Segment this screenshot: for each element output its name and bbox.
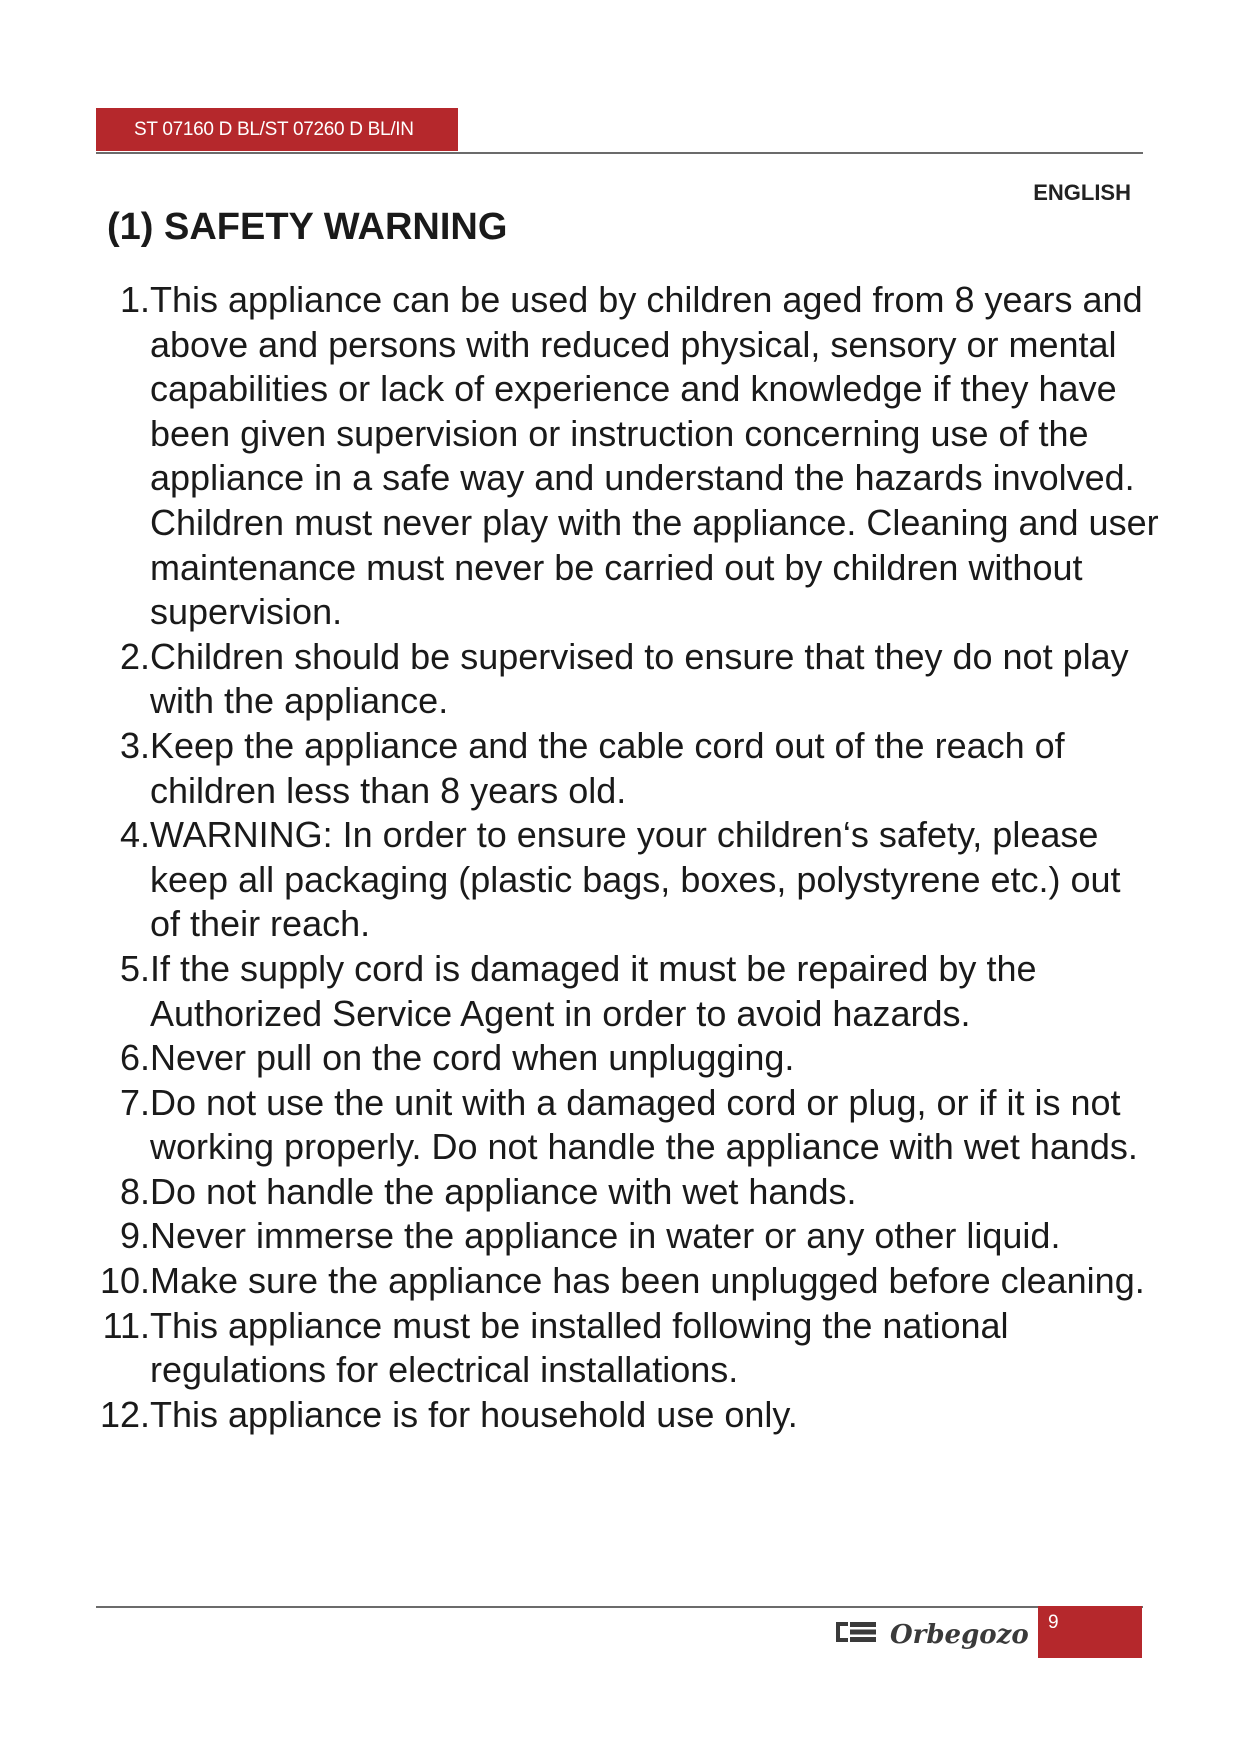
- list-item: [80, 1304, 1160, 1393]
- list-item: [80, 635, 1160, 724]
- svg-text:Orbegozo: Orbegozo: [890, 1620, 1029, 1650]
- model-label: ST 07160 D BL/ST 07260 D BL/IN: [134, 119, 414, 140]
- item-text: Never immerse the appliance in water or any other liquid.: [150, 1215, 1061, 1257]
- list-item: [80, 278, 1160, 635]
- item-text: Do not use the unit with a damaged cord or plug, or if it is not working properly. Do not handle the appliance with wet hands.: [150, 1081, 1138, 1168]
- item-text: Do not handle the appliance with wet hands.: [150, 1170, 857, 1212]
- list-item: [80, 813, 1160, 947]
- item-text: This appliance is for household use only.: [150, 1393, 798, 1435]
- model-header-tab: [96, 108, 458, 151]
- list-item: [80, 1214, 1160, 1259]
- item-number: 12.: [99, 1393, 150, 1435]
- item-number: 1.: [119, 279, 150, 320]
- item-number: 4.: [119, 814, 150, 856]
- footer-divider: [96, 1606, 1143, 1608]
- page-number-box: [1038, 1606, 1142, 1658]
- list-item: [80, 1036, 1160, 1081]
- safety-warning-list: [80, 278, 1160, 1437]
- item-number: 8.: [119, 1170, 150, 1212]
- item-number: 2.: [119, 635, 150, 677]
- language-label: ENGLISH: [1033, 180, 1131, 205]
- item-text: Never pull on the cord when unplugging.: [150, 1037, 795, 1079]
- item-text: This appliance can be used by children aged from 8 years and above and persons with reduced physical, sensory or mental capabilities or lack of experience and knowledge if they have been given supervision or instruction concerning use of the appliance in a safe way and understand the hazards involved. Children must never play with the appliance. Cleaning and user maintenance must never be carried out by children without supervision.: [150, 279, 1159, 633]
- item-number: 6.: [119, 1037, 150, 1079]
- item-number: 11.: [102, 1304, 150, 1346]
- list-item: [80, 724, 1160, 813]
- item-number: 3.: [119, 724, 150, 766]
- orbegozo-logo: [836, 1614, 1030, 1650]
- item-number: 9.: [119, 1215, 150, 1257]
- list-item: [80, 1081, 1160, 1170]
- header-divider: [96, 152, 1143, 154]
- item-text: Make sure the appliance has been unplugged before cleaning.: [150, 1260, 1145, 1302]
- list-item: [80, 1393, 1160, 1438]
- list-item: [80, 1170, 1160, 1215]
- item-text: Keep the appliance and the cable cord out of the reach of children less than 8 years old.: [150, 724, 1065, 811]
- list-item: [80, 1259, 1160, 1304]
- list-item: [80, 947, 1160, 1036]
- item-text: WARNING: In order to ensure your children‘s safety, please keep all packaging (plastic bags, boxes, polystyrene etc.) out of their reach.: [150, 814, 1121, 945]
- item-text: If the supply cord is damaged it must be repaired by the Authorized Service Agent in order to avoid hazards.: [150, 947, 1037, 1034]
- item-text: Children should be supervised to ensure that they do not play with the appliance.: [150, 635, 1129, 722]
- item-text: This appliance must be installed following the national regulations for electrical installations.: [150, 1304, 1009, 1391]
- item-number: 10.: [99, 1260, 150, 1302]
- item-number: 7.: [119, 1081, 150, 1123]
- page-number: 9: [1048, 1612, 1059, 1633]
- item-number: 5.: [119, 947, 150, 989]
- section-title: (1) SAFETY WARNING: [107, 206, 508, 248]
